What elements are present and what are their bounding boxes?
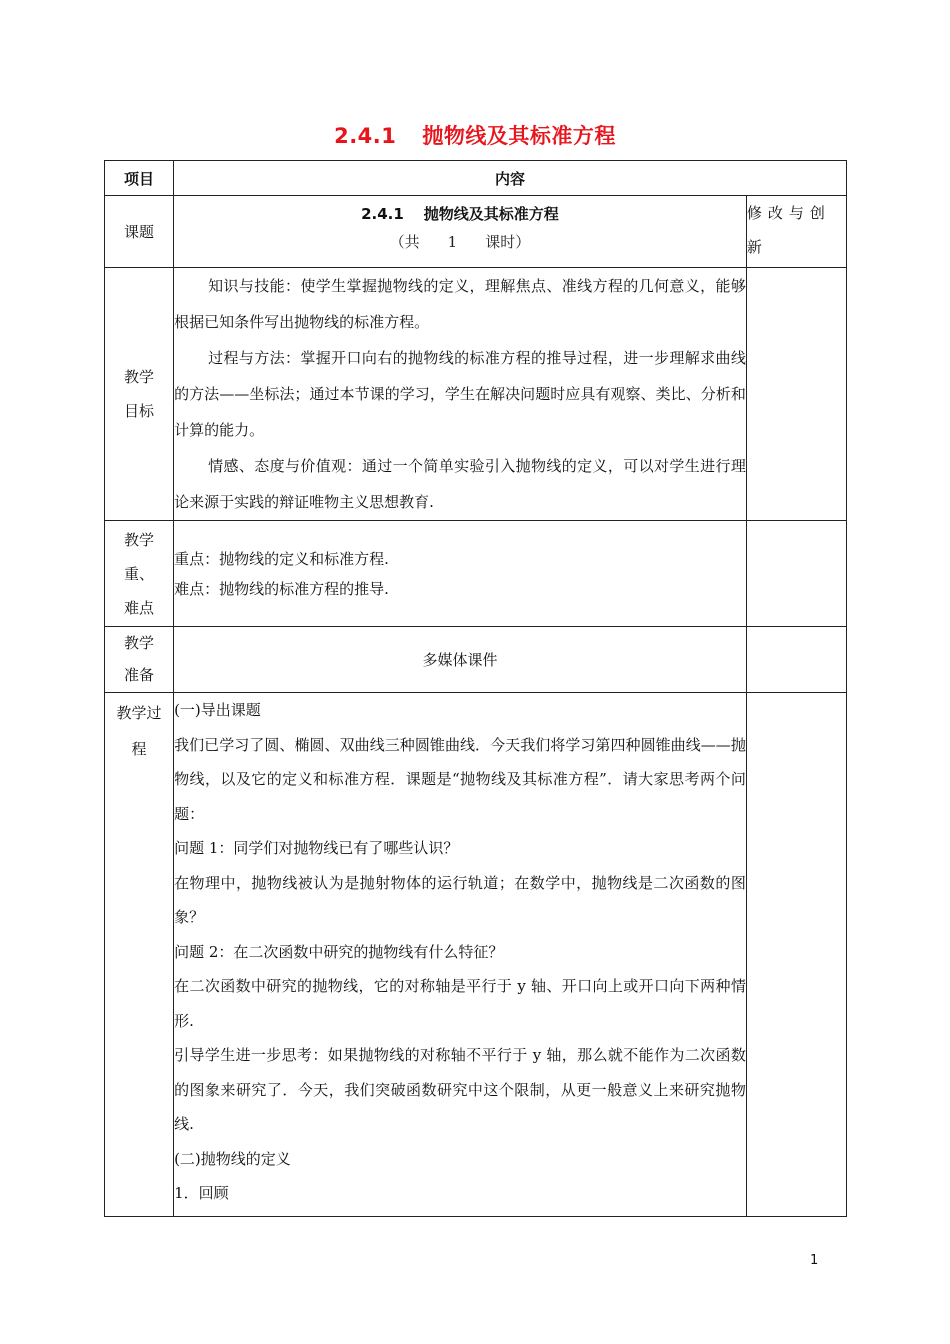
process-line: 1．回顾: [174, 1184, 229, 1202]
process-content: [174, 693, 747, 1217]
preparation-content: 多媒体课件: [174, 627, 747, 693]
goal-knowledge: 知识与技能：使学生掌握抛物线的定义，理解焦点、准线方程的几何意义，能够根据已知条件写出抛物线的标准方程。: [174, 277, 746, 331]
title-number: 2.4.1: [334, 124, 397, 148]
preparation-revise-cell: [746, 627, 846, 693]
keypoints-content: [174, 521, 747, 627]
goal-process: 过程与方法：掌握开口向右的抛物线的标准方程的推导过程，进一步理解求曲线的方法——坐标法；通过本节课的学习，学生在解决问题时应具有观察、类比、分析和计算的能力。: [174, 349, 746, 439]
process-revise-cell: [746, 693, 846, 1217]
process-line: (二)抛物线的定义: [174, 1149, 291, 1168]
lesson-plan-table: [104, 160, 847, 1217]
page-number: 1: [810, 1253, 819, 1268]
key-point: 重点：抛物线的定义和标准方程.: [174, 549, 389, 568]
goal-attitude: 情感、态度与价值观：通过一个简单实验引入抛物线的定义，可以对学生进行理论来源于实践的辩证唯物主义思想教育.: [174, 457, 746, 511]
preparation-row: [105, 627, 847, 693]
lesson-title-text: 抛物线及其标准方程: [423, 205, 559, 223]
process-label-text: 教学过程: [116, 704, 162, 758]
lesson-period-open: （共: [389, 233, 420, 251]
process-line: 问题 1：同学们对抛物线已有了哪些认识？: [174, 839, 459, 857]
process-line: 问题 2：在二次函数中研究的抛物线有什么特征？: [174, 942, 504, 961]
process-line: (一)导出课题: [174, 701, 261, 719]
topic-label: 课题: [105, 196, 174, 268]
process-row: [105, 693, 847, 1217]
revise-label: 修改与创新: [746, 196, 846, 268]
lesson-period-count: 1: [447, 233, 458, 251]
keypoints-label: [105, 521, 174, 627]
preparation-label: [105, 627, 174, 693]
process-line: 引导学生进一步思考：如果抛物线的对称轴不平行于 y 轴，那么就不能作为二次函数的图象来研究了．今天，我们突破函数研究中这个限制，从更一般意义上来研究抛物线.: [174, 1046, 746, 1133]
process-line: 在物理中，抛物线被认为是抛射物体的运行轨道；在数学中，抛物线是二次函数的图象？: [174, 873, 746, 926]
process-line: 我们已学习了圆、椭圆、双曲线三种圆锥曲线．今天我们将学习第四种圆锥曲线——抛物线，以及它的定义和标准方程．课题是“抛物线及其标准方程”．请大家思考两个问题：: [174, 735, 746, 823]
lesson-title-number: 2.4.1: [361, 205, 404, 223]
process-line: 在二次函数中研究的抛物线，它的对称轴是平行于 y 轴、开口向上或开口向下两种情形.: [174, 977, 746, 1030]
preparation-label-text: 教学准备: [124, 634, 155, 684]
lesson-period-close: 课时）: [485, 233, 531, 251]
keypoints-row: [105, 521, 847, 627]
keypoints-revise-cell: [746, 521, 846, 627]
title-text: 抛物线及其标准方程: [422, 124, 616, 148]
process-label: [105, 693, 174, 1217]
goals-label: [105, 268, 174, 521]
goals-content: [174, 268, 747, 521]
header-content: 内容: [174, 161, 847, 196]
goals-label-text: 教学目标: [124, 368, 155, 420]
topic-content: [174, 196, 747, 268]
goals-row: [105, 268, 847, 521]
header-item: 项目: [105, 161, 174, 196]
goals-revise-cell: [746, 268, 846, 521]
lesson-title: [174, 196, 746, 228]
topic-row: [105, 196, 847, 268]
document-title: [0, 120, 950, 150]
lesson-period: [174, 228, 746, 260]
header-row: [105, 161, 847, 196]
difficult-point: 难点：抛物线的标准方程的推导.: [174, 579, 389, 598]
keypoints-label-text: 教学重、难点: [124, 530, 155, 617]
